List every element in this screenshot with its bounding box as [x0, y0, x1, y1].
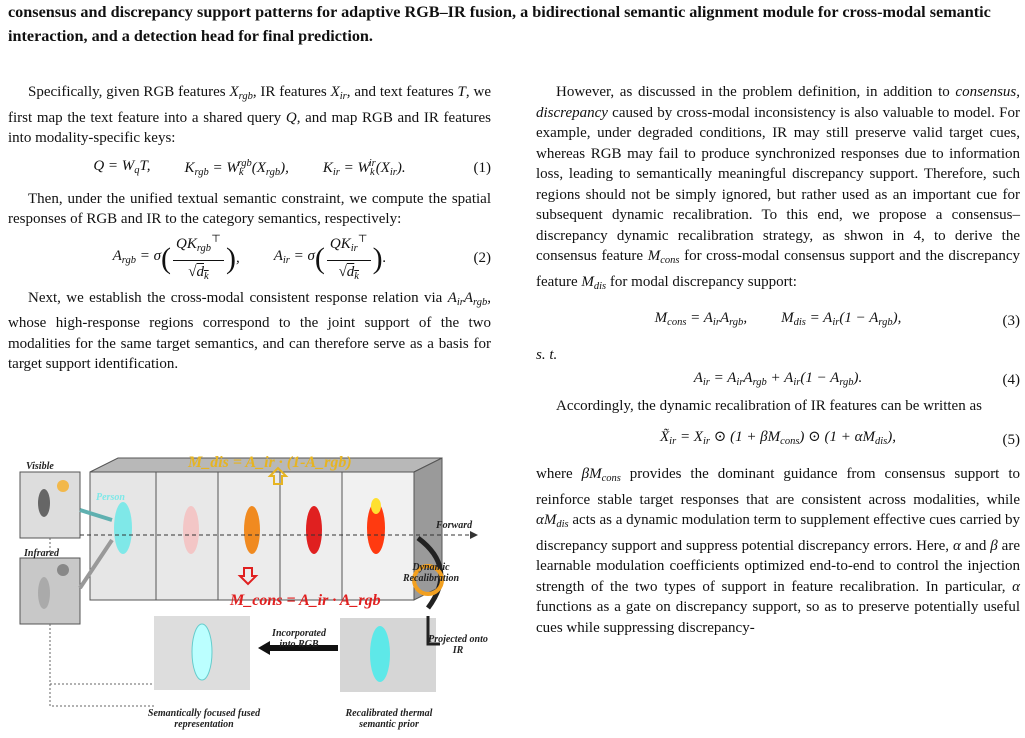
- equation-2: $A_{rgb} = \sigma$ ( $\frac{QK_{rgb}^⊤}{√d_k}$ ) , $A_{ir} = \sigma$ ( $\frac{QK_{ir}^⊤}{√d_k}$ ) . (2): [8, 230, 491, 288]
- label-infrared: Infrared: [24, 548, 60, 559]
- visible-input-box: [20, 472, 80, 538]
- left-paragraph-2: Then, under the unified textual semantic constraint, we compute the spatial responses of RGB and IR to the category semantics, respectively:: [8, 190, 491, 227]
- right-paragraph-2: Accordingly, the dynamic recalibration of IR features can be written as: [556, 397, 982, 414]
- left-paragraph-1: Specifically, given RGB features $X_{rgb}$, IR features $X_{ir}$, and text features T, we first map the text feature into a shared query Q, and map RGB and IR features into modality-specific keys:: [8, 84, 492, 146]
- label-recalibrated-prior: Recalibrated thermal semantic prior: [345, 708, 433, 730]
- equation-4: $A_{ir} = A_{ir}A_{rgb} + A_{ir}(1 - A_{rgb})$. (4): [536, 366, 1020, 396]
- visible-person-icon: [38, 489, 50, 517]
- equation-5: $X̃_{ir} = X_{ir}$ ⊙ $(1 + \beta M_{cons})$ ⊙ $(1 + \alpha M_{dis})$, (5): [536, 416, 1020, 464]
- right-paragraph-3: where $\beta M_{cons}$ provides the dominant guidance from consensus support to reinforce stable target responses that are consistent across modalities, while $\alpha M_{dis}$ acts as a dynamic modulation term to supplement effective cues carried by discrepancy support and suppress potential discrepancy errors. Here, α and β are learnable modulation coefficients optimized end-to-end to control the injection strength of the two types of support in feature recalibration. In particular, α functions as a gate on discrepancy support, so as to preserve potentially useful cues while suppressing discrepancy-: [536, 466, 1020, 636]
- header-paragraph: consensus and discrepancy support patterns for adaptive RGB–IR fusion, a bidirectional semantic alignment module for cross-modal semantic interaction, and a detection head for final prediction.: [8, 3, 991, 45]
- equation-5-number: (5): [1002, 431, 1020, 448]
- equation-2-number: (2): [473, 250, 491, 267]
- figure-consensus-discrepancy: [8, 448, 488, 733]
- label-projected: Projected onto IR: [428, 634, 488, 656]
- right-column: [536, 82, 1020, 638]
- person-heat-2: [244, 506, 260, 554]
- equation-4-number: (4): [1002, 372, 1020, 389]
- label-dynamic: Dynamic Recalibration: [402, 562, 460, 584]
- equation-1-number: (1): [473, 160, 491, 177]
- equation-3: $M_{cons} = A_{ir}A_{rgb}$, $M_{dis} = A_{ir}(1 - A_{rgb})$, (3): [536, 297, 1020, 345]
- label-semantically-focused: Semantically focused fused representation: [147, 708, 261, 730]
- label-mcons: M_cons = A_ir · A_rgb: [230, 592, 381, 609]
- equation-3-number: (3): [1002, 312, 1020, 329]
- equation-1: $Q = W_qT$, $K_{rgb} = W_k^{rgb}(X_{rgb})$, $K_{ir} = W_k^{ir}(X_{ir})$. (1): [93, 157, 491, 178]
- figure-svg: [8, 448, 488, 733]
- such-that: s. t.: [536, 347, 558, 363]
- left-paragraph-3: Next, we establish the cross-modal consistent response relation via $A_{ir}A_{rgb}$, whose high-response regions correspond to the joint support of the two modalities for the same target semantics, and can therefore serve as a basis for target support identification.: [8, 289, 491, 372]
- label-visible: Visible: [26, 461, 54, 472]
- label-forward: Forward: [436, 520, 473, 531]
- prior-person: [370, 626, 390, 682]
- infrared-person-icon: [38, 577, 50, 609]
- right-paragraph-1: However, as discussed in the problem definition, in addition to consensus, discrepancy caused by cross-modal inconsistency is also valuable to model. For example, under degraded conditions, IR may still preserve valid target cues, whereas RGB may fail to produce synchronized responses due to information loss, leading to semantically meaningful discrepancy support. Therefore, such regions should not be simply ignored, but rather used as an important cue for subsequent dynamic recalibration. To this end, we propose a consensus–discrepancy dynamic recalibration strategy, as shwon in 4, to derive the consensus feature $M_{cons}$ for cross-modal consensus support and the discrepancy feature $M_{dis}$ for modal discrepancy support:: [536, 84, 1021, 292]
- left-column: [8, 82, 491, 375]
- label-person: Person: [96, 492, 125, 503]
- label-incorporated: Incorporated into RGB: [272, 628, 326, 650]
- fused-person: [192, 624, 212, 680]
- sun-icon: [57, 480, 69, 492]
- person-heat-3: [306, 506, 322, 554]
- feature-panels: [90, 458, 442, 600]
- person-heat-1: [183, 506, 199, 554]
- label-mdis: M_dis = A_ir · (1-A_rgb): [188, 454, 352, 471]
- person-cyan: [114, 502, 132, 554]
- infrared-input-box: [20, 558, 80, 624]
- thermal-icon: [57, 564, 69, 576]
